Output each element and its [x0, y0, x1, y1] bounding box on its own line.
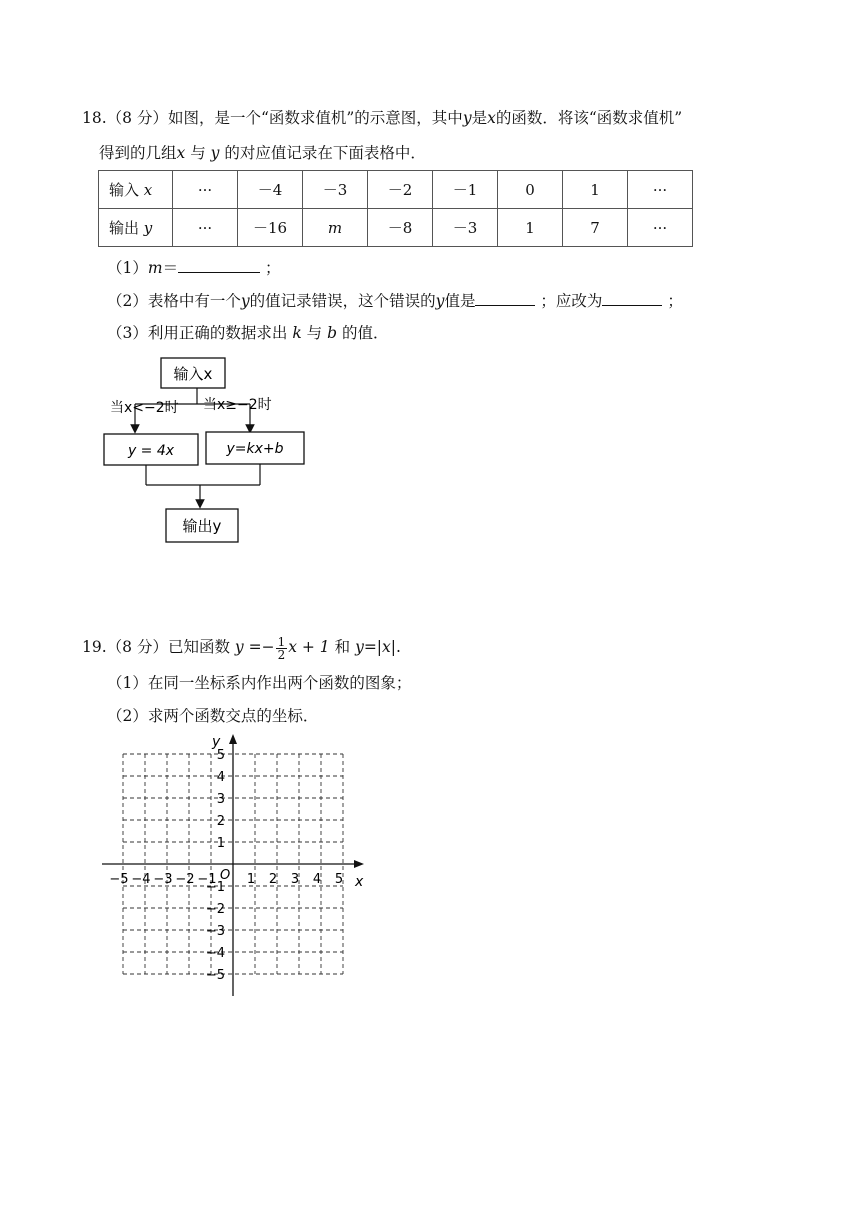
x-tick-label: −2	[175, 872, 195, 887]
table-cell: －8	[368, 209, 433, 247]
table-cell: －1	[433, 171, 498, 209]
x-tick-label: −1	[197, 872, 217, 887]
table-cell: 0	[498, 171, 563, 209]
table-cell: 1	[498, 209, 563, 247]
y-tick-label: 2	[216, 814, 225, 829]
table-row-input	[99, 171, 693, 209]
table-cell: 1	[563, 171, 628, 209]
y-tick-label: −5	[205, 968, 225, 983]
y-tick-label: 3	[216, 792, 225, 807]
q18-part1: （1）m＝ ；	[107, 256, 281, 279]
y-tick-label: −1	[205, 880, 225, 895]
y-tick-label: 4	[216, 770, 225, 785]
table-cell: 7	[563, 209, 628, 247]
y-tick-label: −3	[205, 924, 225, 939]
table-cell: －3	[433, 209, 498, 247]
table-header-input: 输入 x	[99, 171, 173, 209]
q18-score: （8 分）	[106, 109, 168, 127]
q18-number: 18.	[82, 109, 107, 127]
flow-input-label: 输入x	[173, 365, 213, 383]
x-axis-label: x	[355, 874, 364, 890]
flow-condition-right: 当x≥−2时	[203, 397, 272, 413]
q18-part2: （2）表格中有一个y的值记录错误，这个错误的y值是 ；应改为 ；	[107, 289, 683, 312]
table-cell: －16	[238, 209, 303, 247]
answer-blank-m[interactable]	[178, 256, 260, 273]
q19-part2: （2）求两个函数交点的坐标．	[107, 707, 319, 725]
x-tick-label: 4	[312, 872, 322, 887]
origin-label: O	[220, 868, 231, 883]
x-tick-label: 3	[290, 872, 300, 887]
value-table	[98, 170, 693, 247]
y-tick-label: −2	[205, 902, 225, 917]
q19-number: 19.	[82, 638, 107, 656]
tick-labels	[109, 748, 343, 983]
q18-stem-line2: 得到的几组x 与 y 的对应值记录在下面表格中．	[99, 144, 426, 162]
table-cell: －2	[368, 171, 433, 209]
table-cell: ···	[628, 209, 693, 247]
x-tick-label: −3	[153, 872, 173, 887]
q18-stem-line1: 18.（8 分）如图，是一个“函数求值机”的示意图，其中y是x的函数．将该“函数求值机”	[82, 109, 683, 127]
flowchart	[100, 352, 320, 550]
answer-blank-wrong-value[interactable]	[475, 289, 535, 306]
answer-blank-correct-value[interactable]	[602, 289, 662, 306]
y-axis-label: y	[212, 734, 221, 750]
q19-score: （8 分）	[106, 638, 168, 656]
table-cell: －3	[303, 171, 368, 209]
table-cell: ···	[628, 171, 693, 209]
flow-formula-right: y=kx+b	[226, 441, 284, 457]
x-axis-arrow	[354, 860, 364, 868]
q19-part1: （1）在同一坐标系内作出两个函数的图象；	[107, 674, 412, 692]
q19-stem: 19.（8 分）已知函数 y =− $\frac{1}{2}$ x + 1 和 y=|x|.	[82, 634, 401, 662]
table-row-output	[99, 209, 693, 247]
y-tick-label: −4	[205, 946, 225, 961]
y-tick-label: 5	[216, 748, 225, 763]
x-tick-label: 1	[246, 872, 256, 887]
flow-formula-left: y = 4x	[127, 443, 175, 459]
table-cell: ···	[173, 171, 238, 209]
q18-part3: （3）利用正确的数据求出 k 与 b 的值．	[107, 324, 389, 342]
y-tick-label: 1	[216, 836, 225, 851]
table-header-output: 输出 y	[99, 209, 173, 247]
x-tick-label: 5	[334, 872, 344, 887]
coordinate-grid	[96, 730, 372, 1002]
table-cell: ···	[173, 209, 238, 247]
fraction-one-half: $\frac{1}{2}$	[277, 634, 286, 662]
x-tick-label: −5	[109, 872, 129, 887]
table-cell: －4	[238, 171, 303, 209]
x-tick-label: −4	[131, 872, 151, 887]
x-tick-label: 2	[268, 872, 278, 887]
flow-output-label: 输出y	[182, 517, 222, 535]
table-cell: m	[303, 209, 368, 247]
y-axis-arrow	[229, 734, 237, 744]
flow-condition-left: 当x<−2时	[110, 400, 179, 416]
